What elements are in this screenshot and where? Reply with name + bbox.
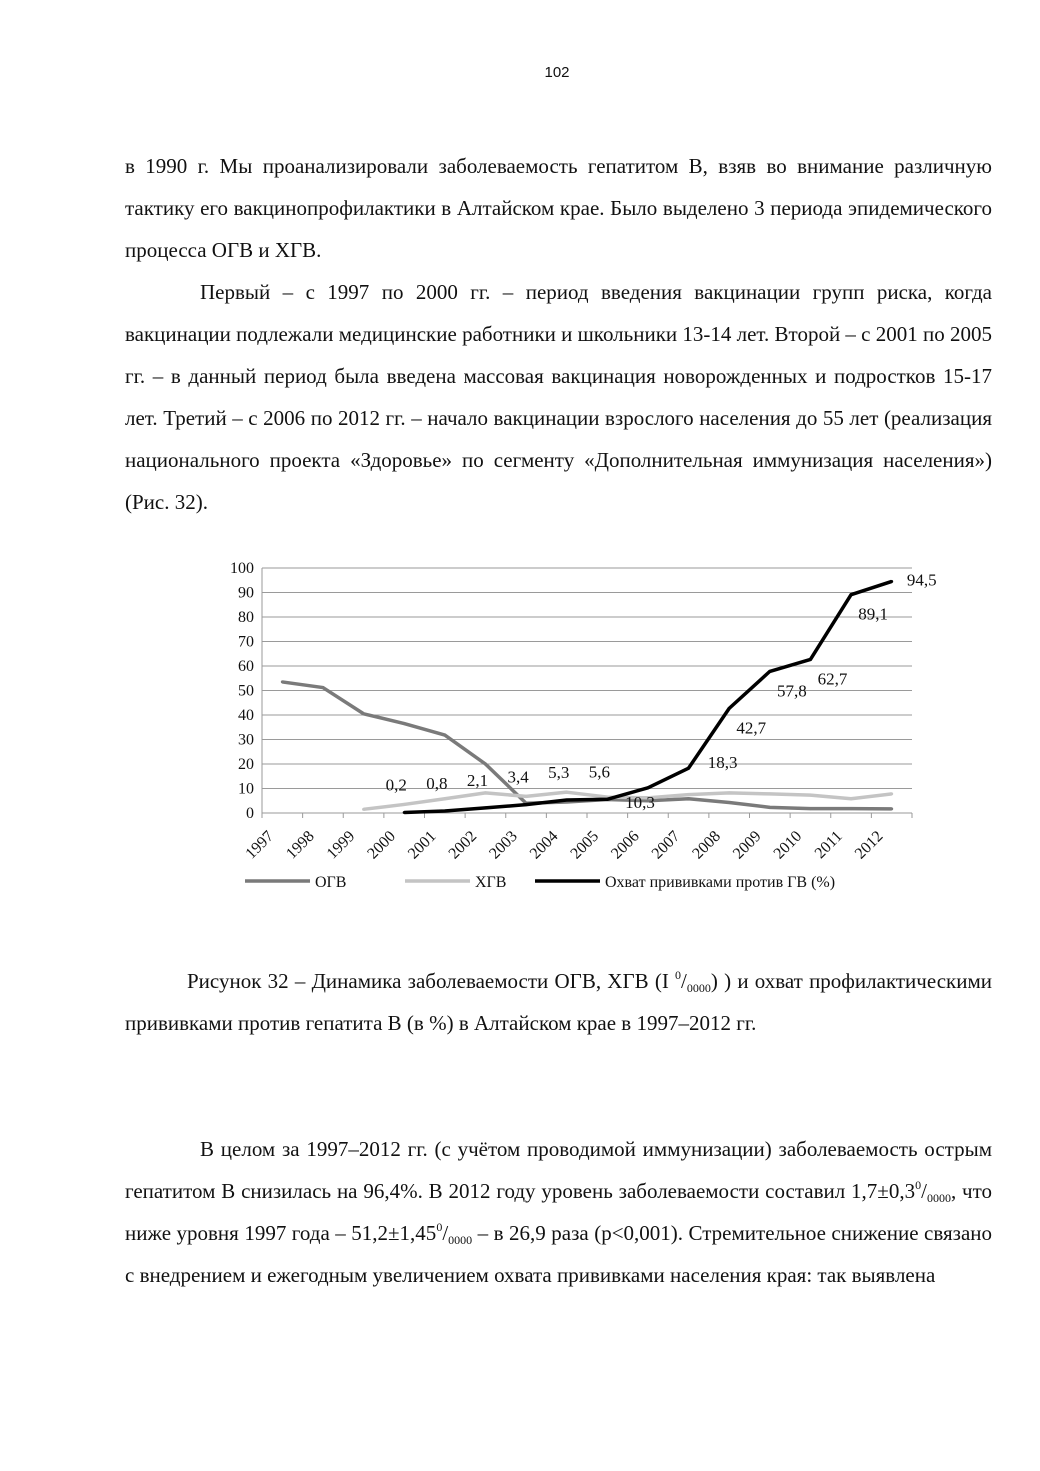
data-label: 42,7 xyxy=(736,718,767,738)
legend-label: ОГВ xyxy=(315,874,347,891)
data-point xyxy=(443,797,446,800)
y-tick-label: 90 xyxy=(238,584,254,602)
y-tick-label: 0 xyxy=(246,805,254,822)
y-tick-label: 80 xyxy=(238,609,254,626)
figure-caption: Рисунок 32 – Динамика заболеваемости ОГВ, ХГВ (I $^0/_{0000}$) ) и охват профилактическими прививками против гепатита В (в %) в Алтайском крае в 1997–2012 гг. xyxy=(125,968,992,1035)
data-point xyxy=(809,794,812,797)
chart-grid xyxy=(262,568,912,813)
data-point xyxy=(646,786,649,789)
paragraph-2: Первый – с 1997 по 2000 гг. – период введения вакцинации групп риска, когда вакцинации подлежали медицинские работники и школьники 13-14 лет. Второй – с 2001 по 2005 гг. – в данный период была введена массовая вакцинация новорожденных и подростков 15-17 лет. Третий – с 2006 по 2012 гг. – начало вакцинации взрослого населения до 55 лет (реализация национального проекта «Здоровье» по сегменту «Дополнительная иммунизация населения») (Рис. 32). xyxy=(125,280,992,514)
data-label: 3,4 xyxy=(507,767,529,787)
x-tick-label: 2007 xyxy=(648,827,684,863)
data-point xyxy=(809,658,812,661)
x-tick-label: 1997 xyxy=(242,827,278,863)
y-tick-label: 40 xyxy=(238,707,254,724)
data-point xyxy=(890,792,893,795)
y-tick-label: 70 xyxy=(238,633,254,651)
data-point xyxy=(565,799,568,802)
data-point xyxy=(850,807,853,810)
data-point xyxy=(728,707,731,710)
x-tick-label: 2005 xyxy=(567,827,603,863)
data-point xyxy=(728,791,731,794)
data-label: 89,1 xyxy=(858,604,888,624)
data-point xyxy=(525,795,528,798)
page-number: 102 xyxy=(544,64,570,81)
data-label: 0,8 xyxy=(426,774,448,794)
y-tick-label: 50 xyxy=(238,682,254,700)
x-tick-label: 1999 xyxy=(323,827,359,863)
data-label: 0,2 xyxy=(385,775,407,795)
y-tick-label: 60 xyxy=(238,658,254,675)
x-tick-label: 2011 xyxy=(811,827,846,863)
x-tick-label: 2003 xyxy=(486,827,521,863)
data-point xyxy=(850,593,853,596)
chart-data-labels xyxy=(386,570,937,811)
data-point xyxy=(443,810,446,813)
chart-legend xyxy=(245,874,835,891)
data-point xyxy=(403,803,406,806)
x-tick-label: 2000 xyxy=(364,827,400,863)
chart-axes xyxy=(230,560,912,862)
data-point xyxy=(606,798,609,801)
data-point xyxy=(565,791,568,794)
data-point xyxy=(362,808,365,811)
paragraph-3: В целом за 1997–2012 гг. (с учётом проводимой иммунизации) заболеваемость острым гепатитом В снизилась на 96,4%. В 2012 году уровень заболеваемости составил $1,7\pm 0,3^0/_{0000}$, что ниже уровня 1997 года – $51,2\pm 1,45^0/_{0000} - в$ 26,9 раза (p<0,001). Стремительное снижение связано с внедрением и ежегодным увеличением охвата прививками населения края: так выявлена xyxy=(125,1137,993,1287)
data-label: 62,7 xyxy=(817,669,848,689)
data-label: 5,3 xyxy=(548,763,570,783)
data-label: 2,1 xyxy=(466,770,489,790)
data-point xyxy=(687,767,690,770)
x-tick-label: 2001 xyxy=(404,827,440,863)
data-point xyxy=(443,734,446,737)
data-label: 5,6 xyxy=(588,762,610,782)
data-point xyxy=(321,686,324,689)
x-tick-label: 2012 xyxy=(851,827,887,863)
data-point xyxy=(403,722,406,725)
legend-label: ХГВ xyxy=(475,874,507,891)
data-point xyxy=(768,806,771,809)
data-point xyxy=(362,712,365,715)
data-point xyxy=(484,763,487,766)
data-point xyxy=(525,803,528,806)
data-label: 57,8 xyxy=(776,681,807,701)
x-tick-label: 1998 xyxy=(283,827,318,863)
hepatitis-chart xyxy=(200,548,940,898)
data-point xyxy=(728,801,731,804)
data-point xyxy=(403,811,406,814)
data-point xyxy=(281,680,284,683)
data-point xyxy=(809,807,812,810)
legend-label: Охват прививками против ГВ (%) xyxy=(605,874,836,891)
data-point xyxy=(890,807,893,810)
y-tick-label: 30 xyxy=(238,731,254,749)
data-label: 18,3 xyxy=(707,753,738,773)
data-point xyxy=(687,793,690,796)
data-point xyxy=(890,580,893,583)
data-point xyxy=(484,791,487,794)
y-tick-label: 10 xyxy=(238,780,254,798)
paragraph-1: в 1990 г. Мы проанализировали заболеваемость гепатитом В, взяв во внимание различную тактику его вакцинопрофилактики в Алтайском крае. Было выделено 3 периода эпидемического процесса ОГВ и ХГВ. xyxy=(125,154,992,262)
x-tick-label: 2010 xyxy=(770,827,806,863)
data-point xyxy=(484,806,487,809)
x-tick-label: 2006 xyxy=(608,827,643,863)
x-tick-label: 2004 xyxy=(526,827,562,863)
series-line-1 xyxy=(282,682,891,809)
data-point xyxy=(768,670,771,673)
data-point xyxy=(768,792,771,795)
data-label: 94,5 xyxy=(906,570,937,590)
data-label: 10,3 xyxy=(625,792,655,812)
y-tick-label: 20 xyxy=(238,756,254,773)
x-tick-label: 2008 xyxy=(689,827,725,863)
data-point xyxy=(850,797,853,800)
y-tick-label: 100 xyxy=(230,560,254,577)
x-tick-label: 2009 xyxy=(729,827,765,863)
x-tick-label: 2002 xyxy=(445,827,481,863)
data-point xyxy=(687,797,690,800)
